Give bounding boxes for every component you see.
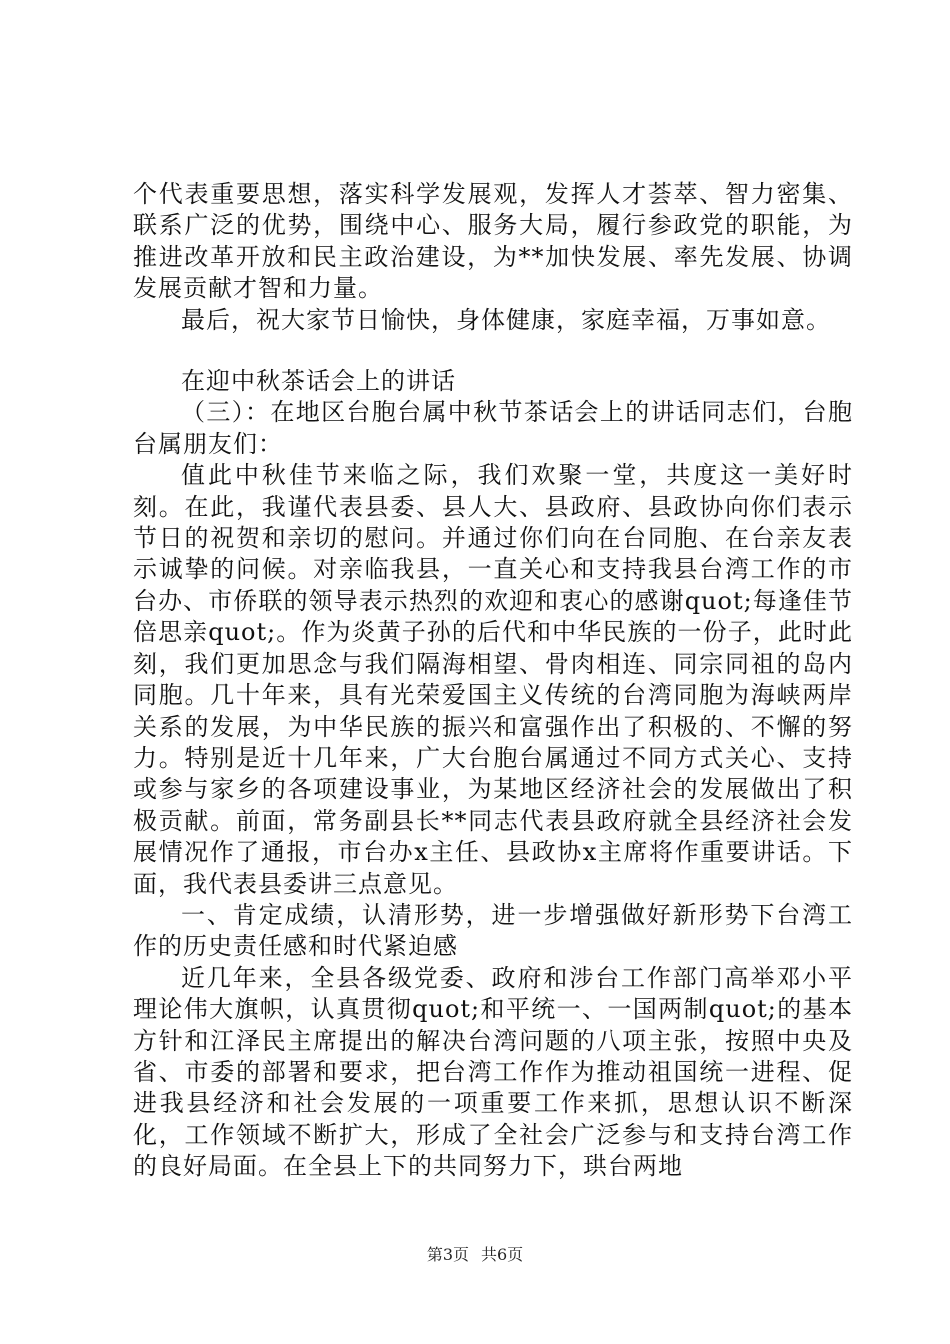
paragraph-section-one-heading: 一、肯定成绩，认清形势，进一步增强做好新形势下台湾工作的历史责任感和时代紧迫感 xyxy=(133,900,853,961)
speech-title: 在迎中秋茶话会上的讲话 xyxy=(181,367,456,396)
page-footer xyxy=(0,1242,950,1265)
page-number-total: 共6页 xyxy=(481,1245,524,1264)
page-number-current: 第3页 xyxy=(426,1245,469,1264)
paragraph-section-one-body: 近几年来，全县各级党委、政府和涉台工作部门高举邓小平理论伟大旗帜，认真贯彻quot;和平统一、一国两制quot;的基本方针和江泽民主席提出的解决台湾问题的八项主张，按照中央及省、市委的部署和要求，把台湾工作作为推动祖国统一进程、促进我县经济和社会发展的一项重要工作来抓，思想认识不断深化，工作领域不断扩大，形成了全社会广泛参与和支持台湾工作的良好局面。在全县上下的共同努力下，珙台两地 xyxy=(133,963,853,1181)
paragraph-opening: 值此中秋佳节来临之际，我们欢聚一堂，共度这一美好时刻。在此，我谨代表县委、县人大、县政府、县政协向你们表示节日的祝贺和亲切的慰问。并通过你们向在台同胞、在台亲友表示诚挚的问候。对亲临我县，一直关心和支持我县台湾工作的市台办、市侨联的领导表示热烈的欢迎和衷心的感谢quot;每逢佳节倍思亲quot;。作为炎黄子孙的后代和中华民族的一份子，此时此刻，我们更加思念与我们隔海相望、骨肉相连、同宗同祖的岛内同胞。几十年来，具有光荣爱国主义传统的台湾同胞为海峡两岸关系的发展，为中华民族的振兴和富强作出了积极的、不懈的努力。特别是近十几年来，广大台胞台属通过不同方式关心、支持或参与家乡的各项建设事业，为某地区经济社会的发展做出了积极贡献。前面，常务副县长**同志代表县政府就全县经济社会发展情况作了通报，市台办x主任、县政协x主席将作重要讲话。下面，我代表县委讲三点意见。 xyxy=(133,461,853,898)
paragraph-speech-heading: （三）：在地区台胞台属中秋节茶话会上的讲话同志们，台胞台属朋友们： xyxy=(133,398,853,458)
paragraph-continuation: 个代表重要思想，落实科学发展观，发挥人才荟萃、智力密集、联系广泛的优势，围绕中心、服务大局，履行参政党的职能，为推进改革开放和民主政治建设，为**加快发展、率先发展、协调发展贡献才智和力量。 xyxy=(133,180,853,303)
paragraph-closing-wishes: 最后，祝大家节日愉快，身体健康，家庭幸福，万事如意。 xyxy=(181,305,831,334)
document-body xyxy=(133,179,853,1183)
